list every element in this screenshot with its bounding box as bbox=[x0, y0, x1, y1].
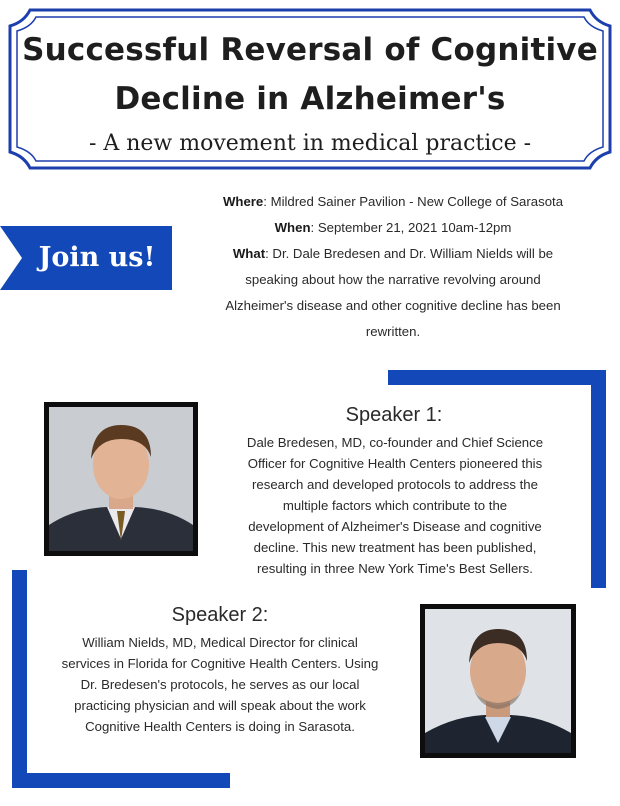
join-us-label: Join us! bbox=[38, 242, 156, 273]
speaker-1-bio-line: research and developed protocols to address the bbox=[252, 477, 538, 492]
speaker-2-bio-line: practicing physician and will speak about the work bbox=[74, 698, 366, 713]
speaker-1-heading: Speaker 1: bbox=[345, 404, 443, 426]
speaker-1-bio-line: Officer for Cognitive Health Centers pioneered this bbox=[247, 456, 543, 471]
what-line bbox=[178, 241, 608, 267]
speaker-2-photo bbox=[420, 604, 576, 758]
what-value-line-3: Alzheimer's disease and other cognitive decline has been bbox=[225, 298, 561, 313]
speaker-1-bio-line: resulting in three New York Time's Best Sellers. bbox=[257, 561, 533, 576]
speaker-1-bio-line: multiple factors which contribute to the bbox=[282, 498, 508, 513]
when-line bbox=[178, 215, 608, 241]
speaker-2-bio bbox=[30, 632, 410, 737]
where-label: Where bbox=[222, 194, 264, 209]
speaker-1-bio-line: development of Alzheimer's Disease and cognitive bbox=[248, 519, 542, 534]
decor-bar-right bbox=[591, 370, 606, 588]
speaker-1-bio-line: Dale Bredesen, MD, co-founder and Chief Science bbox=[246, 435, 544, 450]
speaker-1-bio-line: decline. This new treatment has been published, bbox=[253, 540, 537, 555]
decor-bar-left bbox=[12, 570, 27, 788]
speaker-2-heading: Speaker 2: bbox=[171, 604, 269, 626]
decor-bar-top bbox=[388, 370, 606, 385]
when-label: When bbox=[274, 220, 311, 235]
speaker-1-portrait bbox=[49, 407, 193, 551]
when-value: : September 21, 2021 10am-12pm bbox=[310, 220, 512, 235]
speaker-2-bio-line: services in Florida for Cognitive Health Centers. Using bbox=[61, 656, 379, 671]
title-line-2: Decline in Alzheimer's bbox=[114, 81, 506, 117]
what-label: What bbox=[232, 246, 266, 261]
speaker-2-bio-line: William Nields, MD, Medical Director for clinical bbox=[82, 635, 358, 650]
title-line-1: Successful Reversal of Cognitive bbox=[22, 32, 598, 68]
speaker-2-bio-line: Dr. Bredesen's protocols, he serves as our local bbox=[80, 677, 360, 692]
speaker-2-portrait bbox=[425, 609, 571, 753]
what-value-line-2: speaking about how the narrative revolving around bbox=[245, 272, 541, 287]
speaker-1-bio bbox=[206, 432, 584, 579]
what-value-line-1: : Dr. Dale Bredesen and Dr. William Nields will be bbox=[265, 246, 554, 261]
where-line bbox=[178, 189, 608, 215]
subtitle: - A new movement in medical practice - bbox=[88, 131, 532, 156]
speaker-2-bio-line: Cognitive Health Centers is doing in Sarasota. bbox=[85, 719, 355, 734]
decor-bar-bottom bbox=[12, 773, 230, 788]
where-value: : Mildred Sainer Pavilion - New College of Sarasota bbox=[263, 194, 564, 209]
speaker-1-photo bbox=[44, 402, 198, 556]
what-value-line-4: rewritten. bbox=[365, 324, 421, 339]
